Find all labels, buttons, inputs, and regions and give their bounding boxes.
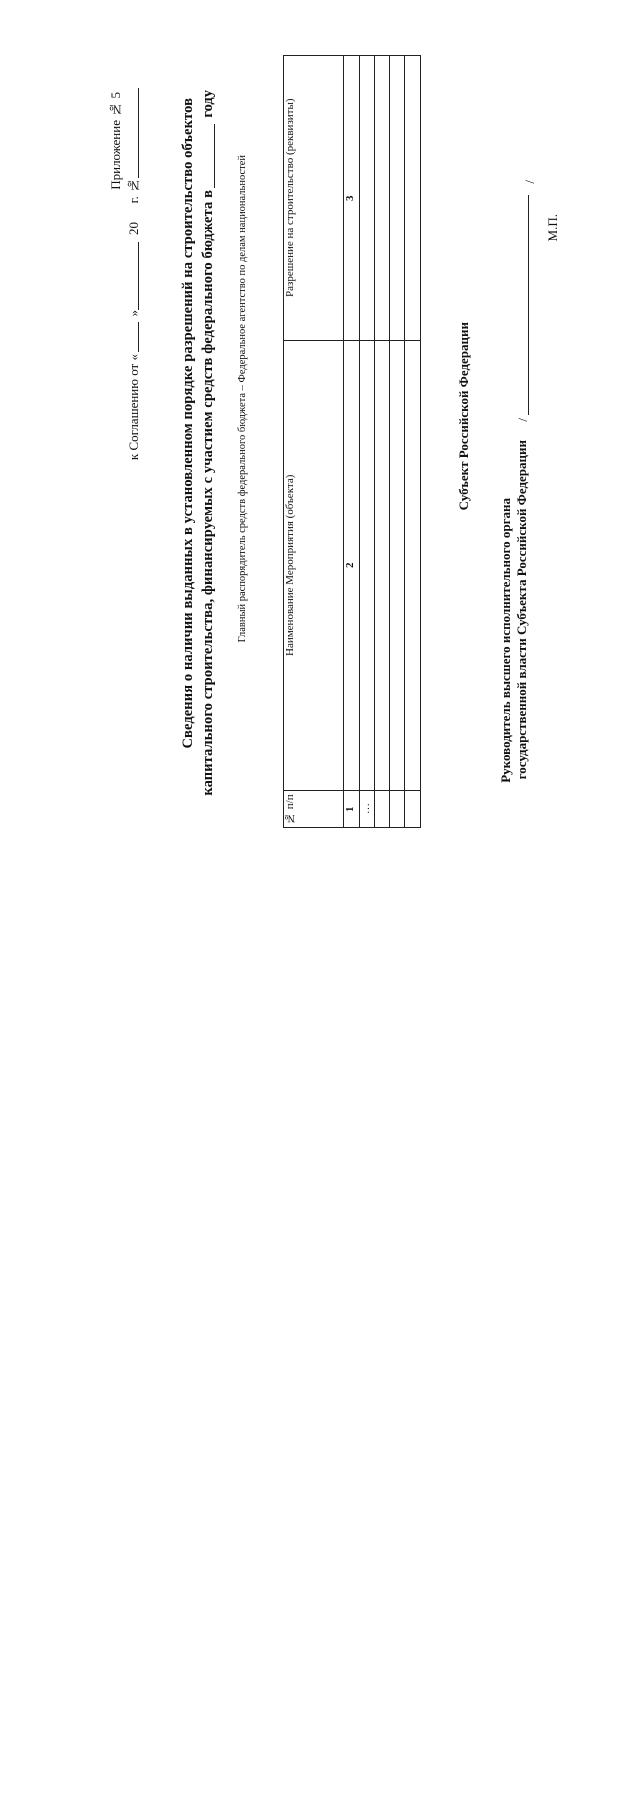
cell-permit-row1	[360, 56, 375, 341]
signature-underline	[528, 195, 529, 415]
agreement-date-underline	[138, 242, 139, 310]
agreement-quote-close: »	[126, 310, 141, 317]
document-title-suffix: году	[200, 90, 216, 118]
row-number-4	[390, 791, 405, 828]
document-title-line1: Сведения о наличии выданных в установленном порядке разрешений на строительство объектов	[180, 98, 196, 749]
row-number-5	[405, 791, 421, 828]
budget-manager-line: Главный распорядитель средств федерального бюджета – Федеральное агентство по делам национальностей	[237, 155, 248, 643]
row-number-ellipsis: …	[360, 791, 375, 828]
agreement-prefix: к Соглашению от «	[126, 354, 141, 461]
header-permit: Разрешение на строительство (реквизиты)	[284, 56, 344, 341]
stamp-label: М.П.	[545, 214, 560, 242]
cell-permit-row3	[390, 56, 405, 341]
header-object-name: Наименование Мероприятия (объекта)	[284, 341, 344, 791]
row-number-1: 1	[344, 791, 360, 828]
agreement-number-underline	[138, 88, 139, 178]
cell-object-row4	[405, 341, 421, 791]
agreement-number-label: г. №	[126, 178, 141, 204]
number-object-name: 2	[344, 341, 360, 791]
cell-permit-row2	[375, 56, 390, 341]
document-title-line2: капитального строительства, финансируемых с участием средств федерального бюджета в	[200, 190, 216, 796]
agreement-year-label: 20	[126, 222, 141, 235]
number-permit: 3	[344, 56, 360, 341]
signatory-line1: Руководитель высшего исполнительного органа	[498, 498, 513, 783]
cell-object-row2	[375, 341, 390, 791]
cell-object-row1	[360, 341, 375, 791]
subject-label: Субъект Российской Федерации	[456, 322, 471, 511]
signatory-line2: государственной власти Субъекта Российской Федерации	[514, 440, 529, 780]
signature-slash-right: /	[522, 180, 537, 184]
title-year-underline	[214, 124, 215, 188]
row-number-3	[375, 791, 390, 828]
agreement-day-underline	[138, 322, 139, 352]
permits-table	[283, 55, 421, 828]
cell-object-row3	[390, 341, 405, 791]
appendix-label: Приложение № 5	[108, 92, 123, 190]
cell-permit-row4	[405, 56, 421, 341]
header-row-number: № п/п	[284, 791, 344, 828]
signature-slash-left: /	[515, 418, 530, 422]
